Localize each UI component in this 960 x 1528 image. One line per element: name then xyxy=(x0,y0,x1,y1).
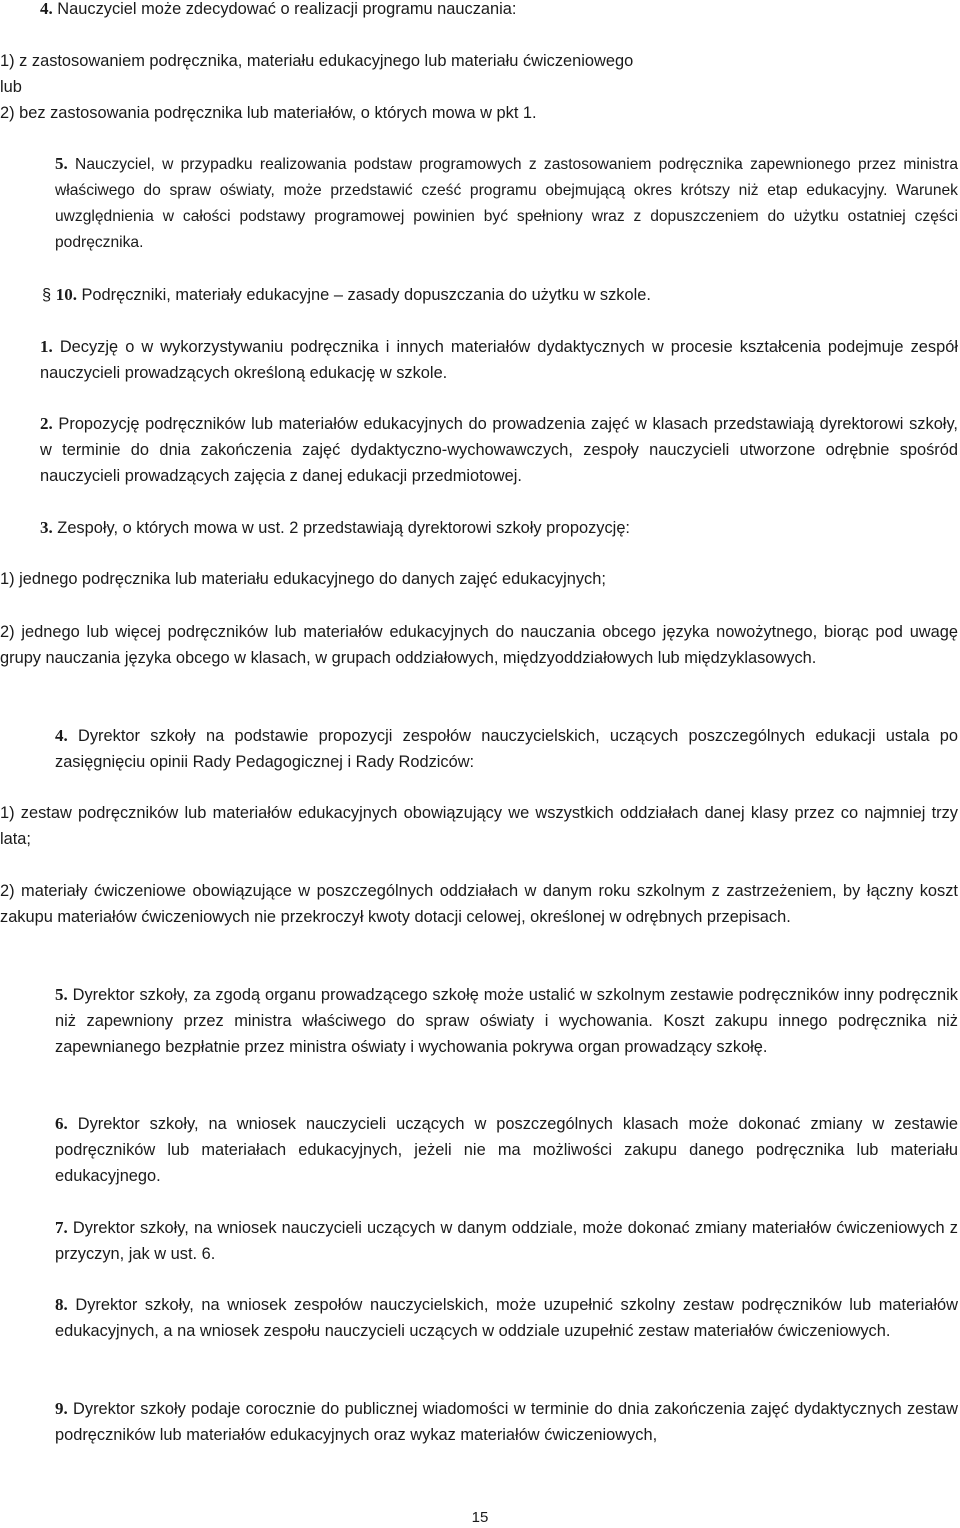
section-mark: § xyxy=(42,286,52,304)
paragraph-number: 5. xyxy=(55,154,68,173)
subsection-6 xyxy=(0,1111,958,1189)
subsection-4-item-2 xyxy=(0,878,958,930)
subsection-text: Dyrektor szkoły podaje corocznie do publicznej wiadomości w terminie do dnia zakończenia zajęć dydaktycznych zestaw podręczników lub materiałów edukacyjnych oraz wykaz materiałów ćwiczeniowych, xyxy=(55,1400,958,1444)
subsection-3-item-2 xyxy=(0,619,958,671)
subsection-text: Dyrektor szkoły, za zgodą organu prowadzącego szkołę może ustalić w szkolnym zestawie podręczników inny podręcznik niż zapewniony przez ministra właściwego do spraw oświaty i wychowania. Koszt zakupu innego podręcznika niż zapewnianego bezpłatnie przez ministra oświaty i wychowania pokrywa organ prowadzący szkołę. xyxy=(55,986,958,1056)
subsection-text: Decyzję o w wykorzystywaniu podręcznika i innych materiałów dydaktycznych w procesie kształcenia podejmuje zespół nauczycieli prowadzących określoną edukację w szkole. xyxy=(40,338,958,382)
subsection-text: Dyrektor szkoły, na wniosek zespołów nauczycielskich, może uzupełnić szkolny zestaw podręczników lub materiałów edukacyjnych, a na wniosek zespołu nauczycieli uczących w oddziale uzupełnić zestaw materiałów ćwiczeniowych. xyxy=(55,1296,958,1340)
section-title: Podręczniki, materiały edukacyjne – zasady dopuszczania do użytku w szkole. xyxy=(76,286,651,304)
list-item: 2) materiały ćwiczeniowe obowiązujące w poszczególnych oddziałach w danym roku szkolnym z zastrzeżeniem, by łączny koszt zakupu materiałów ćwiczeniowych nie przekroczył kwoty dotacji celowej, określonej w odrębnych przepisach. xyxy=(0,882,958,926)
subsection-text: Zespoły, o których mowa w ust. 2 przedstawiają dyrektorowi szkoły propozycję: xyxy=(52,519,630,537)
subsection-number: 9. xyxy=(55,1399,68,1418)
subsection-5 xyxy=(0,982,958,1060)
paragraph-4 xyxy=(0,0,958,22)
subsection-9 xyxy=(0,1396,958,1448)
list-item: 1) jednego podręcznika lub materiału edukacyjnego do danych zajęć edukacyjnych; xyxy=(0,570,606,588)
subsection-7 xyxy=(0,1215,958,1267)
subsection-text: Dyrektor szkoły, na wniosek nauczycieli uczących w danym oddziale, może dokonać zmiany materiałów ćwiczeniowych z przyczyn, jak w ust. 6. xyxy=(55,1219,958,1263)
subsection-3-item-1 xyxy=(0,566,958,592)
paragraph-number: 4. xyxy=(40,0,53,18)
subsection-number: 7. xyxy=(55,1218,68,1237)
list-item: 1) z zastosowaniem podręcznika, materiału edukacyjnego lub materiału ćwiczeniowego xyxy=(0,52,634,70)
subsection-8 xyxy=(0,1292,958,1344)
subsection-4 xyxy=(0,723,958,775)
subsection-text: Propozycję podręczników lub materiałów edukacyjnych do prowadzenia zajęć w klasach przedstawiają dyrektorowi szkoły, w terminie do dnia zakończenia zajęć dydaktyczno-wychowawczych, zespoły nauczycieli utworzone odrębnie spośród nauczycieli prowadzących zajęcia z danej edukacji przedmiotowej. xyxy=(40,415,958,485)
subsection-3 xyxy=(0,515,958,541)
subsection-number: 4. xyxy=(55,726,68,745)
paragraph-4-list xyxy=(0,48,958,126)
subsection-4-item-1 xyxy=(0,800,958,852)
subsection-text: Dyrektor szkoły, na wniosek nauczycieli uczących w poszczególnych klasach może dokonać zmiany w zestawie podręczników lub materiałach edukacyjnych, jeżeli nie ma możliwości zakupu danego podręcznika lub materiału edukacyjnego. xyxy=(55,1115,958,1185)
list-item: 1) zestaw podręczników lub materiałów edukacyjnych obowiązujący we wszystkich oddziałach danej klasy przez co najmniej trzy lata; xyxy=(0,804,958,848)
list-item: 2) bez zastosowania podręcznika lub materiałów, o których mowa w pkt 1. xyxy=(0,104,537,122)
subsection-number: 5. xyxy=(55,985,68,1004)
subsection-2 xyxy=(0,411,958,489)
subsection-number: 6. xyxy=(55,1114,68,1133)
subsection-number: 1. xyxy=(40,337,53,356)
list-item: 2) jednego lub więcej podręczników lub materiałów edukacyjnych do nauczania obcego języka nowożytnego, biorąc pod uwagę grupy nauczania języka obcego w klasach, w grupach oddziałowych, międzyoddziałowych lub międzyklasowych. xyxy=(0,623,958,667)
list-item: lub xyxy=(0,78,22,96)
subsection-number: 2. xyxy=(40,414,53,433)
paragraph-5 xyxy=(0,151,958,256)
subsection-number: 8. xyxy=(55,1295,68,1314)
section-heading xyxy=(0,282,958,308)
paragraph-text: Nauczyciel, w przypadku realizowania podstaw programowych z zastosowaniem podręcznika zapewnionego przez ministra właściwego do spraw oświaty, może przedstawić cześć programu obejmującą okres krótszy niż etap edukacyjny. xyxy=(55,156,958,199)
subsection-1 xyxy=(0,334,958,386)
section-number: 10. xyxy=(55,285,77,304)
subsection-number: 3. xyxy=(40,518,53,537)
paragraph-text-continued: Warunek uwzględnienia w całości podstawy programowej powinien być spełniony wraz z dopuszczeniem do użytku ostatniej części podręcznika. xyxy=(55,182,958,251)
paragraph-text: Nauczyciel może zdecydować o realizacji programu nauczania: xyxy=(52,0,517,18)
subsection-text: Dyrektor szkoły na podstawie propozycji zespołów nauczycielskich, uczących poszczególnych edukacji ustala po zasięgnięciu opinii Rady Pedagogicznej i Rady Rodziców: xyxy=(55,727,958,771)
page-number: 15 xyxy=(471,1509,489,1526)
